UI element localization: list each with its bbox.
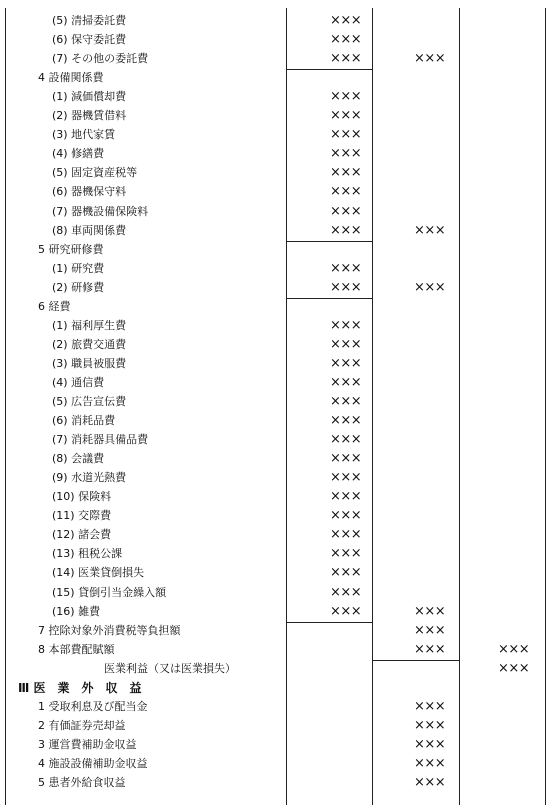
column-divider-right bbox=[545, 8, 546, 805]
row-label: 1 受取利息及び配当金 bbox=[38, 699, 148, 713]
subtotal-rule bbox=[286, 69, 373, 70]
amount-col-1: ××× bbox=[330, 203, 362, 219]
amount-col-1: ××× bbox=[330, 470, 362, 486]
amount-col-1: ××× bbox=[330, 108, 362, 124]
amount-col-2: ××× bbox=[414, 641, 446, 657]
amount-col-1: ××× bbox=[330, 279, 362, 295]
row-label: 5 患者外給食収益 bbox=[38, 776, 126, 789]
amount-col-1: ××× bbox=[330, 13, 362, 28]
amount-col-2: ××× bbox=[414, 51, 446, 67]
row-label: (1) 研究費 bbox=[52, 261, 105, 275]
column-divider-1 bbox=[286, 8, 287, 805]
amount-col-1: ××× bbox=[330, 413, 362, 429]
amount-col-1: ××× bbox=[330, 546, 362, 562]
row-label: (3) 地代家賃 bbox=[52, 128, 116, 142]
row-label: (7) その他の委託費 bbox=[52, 52, 149, 66]
amount-col-1: ××× bbox=[330, 336, 362, 352]
column-divider-3 bbox=[459, 8, 460, 805]
amount-col-2: ××× bbox=[414, 717, 446, 733]
row-label: (10) 保険料 bbox=[52, 490, 112, 504]
section-heading: Ⅲ 医 業 外 収 益 bbox=[18, 680, 142, 695]
amount-col-1: ××× bbox=[330, 508, 362, 524]
row-label: (6) 保守委託費 bbox=[52, 33, 127, 47]
amount-col-1: ××× bbox=[330, 603, 362, 619]
row-label: (6) 器機保守料 bbox=[52, 185, 127, 199]
row-label: (13) 租税公課 bbox=[52, 547, 123, 561]
subtotal-rule bbox=[286, 622, 373, 623]
row-label: 7 控除対象外消費税等負担額 bbox=[38, 623, 181, 637]
row-label: (7) 消耗器具備品費 bbox=[52, 433, 149, 447]
row-label: 医業利益（又は医業損失） bbox=[104, 661, 236, 675]
amount-col-1: ××× bbox=[330, 451, 362, 467]
row-label: 4 設備関係費 bbox=[38, 71, 104, 85]
total-rule bbox=[372, 660, 460, 661]
row-label: (5) 清掃委託費 bbox=[52, 14, 127, 27]
row-label: (5) 広告宣伝費 bbox=[52, 395, 127, 408]
row-label: 8 本部費配賦額 bbox=[38, 642, 115, 656]
amount-col-1: ××× bbox=[330, 489, 362, 505]
row-label: 5 研究研修費 bbox=[38, 242, 104, 256]
amount-col-2: ××× bbox=[414, 698, 446, 714]
amount-col-1: ××× bbox=[330, 89, 362, 105]
amount-col-2: ××× bbox=[414, 603, 446, 619]
row-label: 3 運営費補助金収益 bbox=[38, 737, 137, 751]
amount-col-1: ××× bbox=[330, 374, 362, 390]
row-label: (11) 交際費 bbox=[52, 509, 112, 523]
row-label: (4) 修繕費 bbox=[52, 147, 105, 161]
row-label: (5) 固定資産税等 bbox=[52, 166, 138, 180]
row-label: (2) 旅費交通費 bbox=[52, 337, 127, 351]
amount-col-1: ××× bbox=[330, 394, 362, 409]
amount-col-1: ××× bbox=[330, 51, 362, 67]
row-label: (15) 貸倒引当金繰入額 bbox=[52, 585, 167, 599]
amount-col-1: ××× bbox=[330, 127, 362, 143]
amount-col-1: ××× bbox=[330, 432, 362, 448]
row-label: (3) 職員被服費 bbox=[52, 356, 127, 370]
row-label: (8) 会議費 bbox=[52, 452, 105, 466]
row-label: (16) 雑費 bbox=[52, 604, 101, 618]
amount-col-1: ××× bbox=[330, 32, 362, 48]
row-label: (9) 水道光熱費 bbox=[52, 471, 127, 485]
amount-col-1: ××× bbox=[330, 165, 362, 181]
amount-col-1: ××× bbox=[330, 146, 362, 162]
amount-col-2: ××× bbox=[414, 736, 446, 752]
amount-col-3: ××× bbox=[498, 660, 530, 676]
column-divider-2 bbox=[372, 8, 373, 805]
subtotal-rule bbox=[286, 241, 373, 242]
amount-col-2: ××× bbox=[414, 622, 446, 638]
row-label: 6 経費 bbox=[38, 299, 71, 313]
row-label: (1) 減価償却費 bbox=[52, 90, 127, 104]
amount-col-1: ××× bbox=[330, 222, 362, 238]
row-label: (8) 車両関係費 bbox=[52, 223, 127, 237]
amount-col-1: ××× bbox=[330, 184, 362, 200]
amount-col-2: ××× bbox=[414, 279, 446, 295]
row-label: (2) 器機賃借料 bbox=[52, 109, 127, 123]
row-label: (14) 医業貸倒損失 bbox=[52, 566, 145, 580]
amount-col-2: ××× bbox=[414, 755, 446, 771]
amount-col-3: ××× bbox=[498, 641, 530, 657]
amount-col-1: ××× bbox=[330, 317, 362, 333]
row-label: (6) 消耗品費 bbox=[52, 414, 116, 428]
amount-col-1: ××× bbox=[330, 260, 362, 276]
amount-col-2: ××× bbox=[414, 222, 446, 238]
row-label: 2 有価証券売却益 bbox=[38, 718, 126, 732]
row-label: (12) 諸会費 bbox=[52, 528, 112, 542]
column-divider-left bbox=[5, 8, 6, 805]
row-label: (2) 研修費 bbox=[52, 280, 105, 294]
amount-col-1: ××× bbox=[330, 584, 362, 600]
amount-col-1: ××× bbox=[330, 355, 362, 371]
row-label: 4 施設設備補助金収益 bbox=[38, 756, 148, 770]
amount-col-2: ××× bbox=[414, 775, 446, 790]
amount-col-1: ××× bbox=[330, 565, 362, 581]
row-label: (7) 器機設備保険料 bbox=[52, 204, 149, 218]
row-label: (4) 通信費 bbox=[52, 375, 105, 389]
subtotal-rule bbox=[286, 298, 373, 299]
amount-col-1: ××× bbox=[330, 527, 362, 543]
row-label: (1) 福利厚生費 bbox=[52, 318, 127, 332]
